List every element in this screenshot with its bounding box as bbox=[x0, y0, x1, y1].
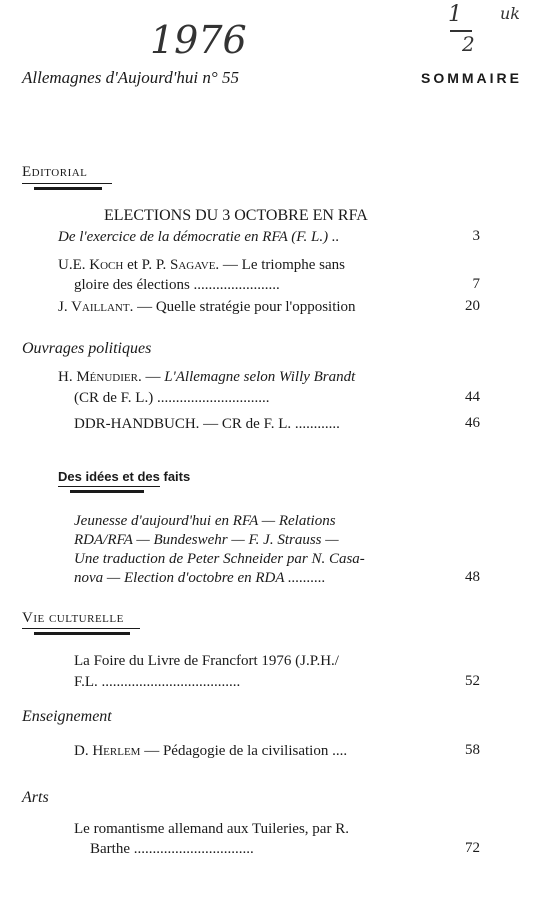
toc-entry-text: RDA/RFA — Bundeswehr — F. J. Strauss — bbox=[74, 532, 339, 548]
toc-entry-text: Barthe ................................ bbox=[90, 841, 254, 857]
page-number: 3 bbox=[472, 228, 480, 244]
sommaire-heading: SOMMAIRE bbox=[421, 70, 522, 86]
section-rule bbox=[22, 183, 112, 184]
page-number: 46 bbox=[465, 415, 480, 431]
author-name: H. Ménudier bbox=[58, 369, 138, 385]
section-rule bbox=[22, 628, 140, 629]
author-name: D. Herlem bbox=[74, 743, 141, 759]
section-title-enseignement: Enseignement bbox=[22, 708, 112, 725]
section-rule-thick bbox=[70, 490, 144, 493]
section-rule-thick bbox=[34, 187, 102, 190]
toc-entry-text: Jeunesse d'aujourd'hui en RFA — Relations bbox=[74, 513, 336, 529]
joiner: et bbox=[123, 257, 142, 273]
journal-title: Allemagnes d'Aujourd'hui n° 55 bbox=[22, 68, 239, 87]
toc-entry bbox=[58, 256, 345, 275]
section-rule-thick bbox=[34, 632, 130, 635]
toc-entry-text: F.L. ..................................... bbox=[74, 674, 241, 690]
section-rule bbox=[58, 486, 160, 487]
page-number: 44 bbox=[465, 389, 480, 405]
toc-entry-text: La Foire du Livre de Francfort 1976 (J.P.H./ bbox=[74, 653, 339, 669]
handwritten-year: 1976 bbox=[150, 18, 247, 62]
page-number: 48 bbox=[465, 569, 480, 585]
toc-entry-text: . — Le triomphe sans bbox=[215, 257, 345, 273]
toc-entry bbox=[58, 368, 355, 387]
toc-entry-text: nova — Election d'octobre en RDA .......... bbox=[74, 570, 326, 586]
section-title-culturelle: Vie culturelle bbox=[22, 610, 124, 626]
page-number: 58 bbox=[465, 742, 480, 758]
author-name: P. P. Sagave bbox=[141, 257, 216, 273]
toc-entry bbox=[58, 298, 356, 317]
section-title-editorial: Editorial bbox=[22, 164, 88, 180]
toc-entry-text: . — bbox=[137, 369, 165, 385]
toc-entry-text: DDR-HANDBUCH. — CR de F. L. ............ bbox=[74, 416, 340, 432]
section-title-idees: Des idées et des faits bbox=[58, 469, 191, 484]
page-number: 7 bbox=[472, 276, 480, 292]
handwritten-mark-2: 2 bbox=[462, 32, 475, 56]
author-name: J. Vaillant bbox=[58, 299, 130, 315]
toc-entry-text: De l'exercice de la démocratie en RFA (F. L.) .. bbox=[58, 229, 340, 245]
handwritten-mark-1: 1 bbox=[448, 2, 462, 27]
toc-entry-text: gloire des élections ....................... bbox=[74, 277, 280, 293]
toc-entry-text: Le romantisme allemand aux Tuileries, par R. bbox=[74, 821, 349, 837]
toc-entry-text: (CR de F. L.) .............................. bbox=[74, 390, 270, 406]
page-number: 20 bbox=[465, 298, 480, 314]
page-number: 52 bbox=[465, 673, 480, 689]
toc-entry-text: — Pédagogie de la civilisation .... bbox=[140, 743, 348, 759]
page-number: 72 bbox=[465, 840, 480, 856]
author-name: U.E. Koch bbox=[58, 257, 124, 273]
toc-entry-text: Une traduction de Peter Schneider par N. Casa- bbox=[74, 551, 365, 567]
section-title-ouvrages: Ouvrages politiques bbox=[22, 340, 152, 357]
editorial-heading: ELECTIONS DU 3 OCTOBRE EN RFA bbox=[104, 207, 368, 224]
handwritten-mark-uk: uk bbox=[500, 4, 520, 23]
section-title-arts: Arts bbox=[22, 789, 49, 806]
toc-entry bbox=[74, 742, 347, 761]
toc-entry-text: . — Quelle stratégie pour l'opposition bbox=[129, 299, 356, 315]
book-title: L'Allemagne selon Willy Brandt bbox=[164, 369, 356, 385]
page-header bbox=[22, 68, 522, 88]
